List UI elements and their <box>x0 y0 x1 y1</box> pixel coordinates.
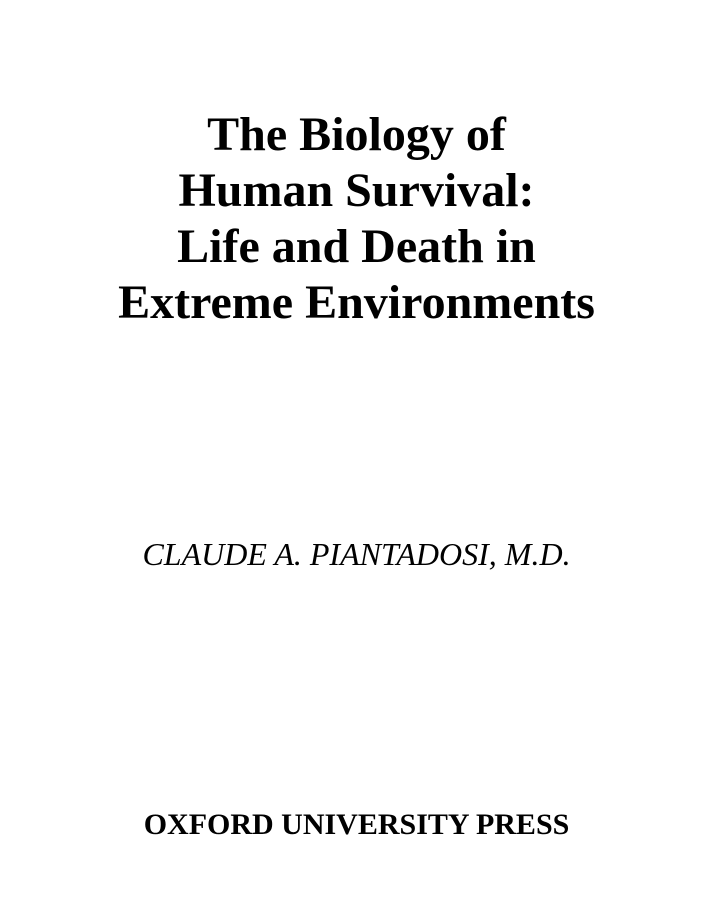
author-name: CLAUDE A. PIANTADOSI, M.D. <box>142 536 571 572</box>
book-title-line-1: The Biology of <box>207 108 506 161</box>
book-title-line-2: Human Survival: <box>178 164 535 217</box>
book-title-line-4: Extreme Environments <box>118 276 595 329</box>
book-title-line-3: Life and Death in <box>177 220 536 273</box>
book-title <box>0 107 713 331</box>
publisher-name: OXFORD UNIVERSITY PRESS <box>143 808 570 841</box>
